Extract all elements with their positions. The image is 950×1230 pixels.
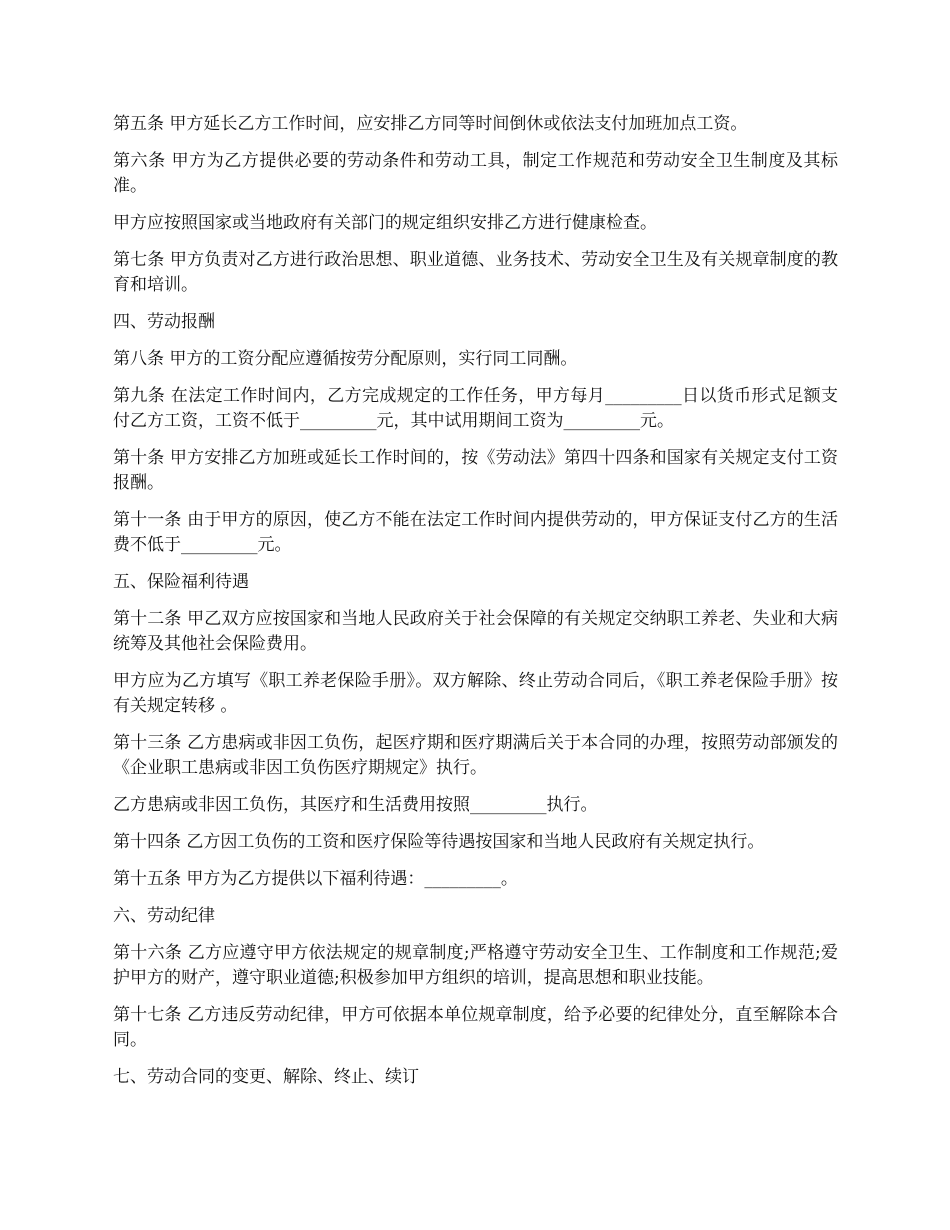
article-12-paragraph: 第十二条 甲乙双方应按国家和当地人民政府关于社会保障的有关规定交纳职工养老、失业和大病统筹及其他社会保险费用。 (113, 609, 838, 654)
article-17-paragraph: 第十七条 乙方违反劳动纪律，甲方可依据本单位规章制度，给予必要的纪律处分，直至解除本合同。 (113, 1005, 838, 1050)
article-5-paragraph: 第五条 甲方延长乙方工作时间，应安排乙方同等时间倒休或依法支付加班加点工资。 (113, 114, 748, 134)
section-heading-insurance: 五、保险福利待遇 (113, 572, 249, 592)
article-8-paragraph: 第八条 甲方的工资分配应遵循按劳分配原则，实行同工同酬。 (113, 349, 578, 369)
article-14-paragraph: 第十四条 乙方因工负伤的工资和医疗保险等待遇按国家和当地人民政府有关规定执行。 (113, 832, 765, 852)
article-11-paragraph: 第十一条 由于甲方的原因，使乙方不能在法定工作时间内提供劳动的，甲方保证支付乙方的生活费不低于_________元。 (113, 510, 838, 555)
section-heading-contract-changes: 七、劳动合同的变更、解除、终止、续订 (113, 1067, 419, 1087)
article-15-paragraph: 第十五条 甲方为乙方提供以下福利待遇：_________。 (113, 869, 518, 889)
article-7-paragraph: 第七条 甲方负责对乙方进行政治思想、职业道德、业务技术、劳动安全卫生及有关规章制度的教育和培训。 (113, 250, 838, 295)
article-6-paragraph: 第六条 甲方为乙方提供必要的劳动条件和劳动工具，制定工作规范和劳动安全卫生制度及其标准。 (113, 151, 838, 196)
section-heading-discipline: 六、劳动纪律 (113, 906, 215, 926)
health-check-paragraph: 甲方应按照国家或当地政府有关部门的规定组织安排乙方进行健康检查。 (113, 213, 657, 233)
article-13-paragraph: 第十三条 乙方患病或非因工负伤，起医疗期和医疗期满后关于本合同的办理，按照劳动部颁发的《企业职工患病或非因工负伤医疗期规定》执行。 (113, 733, 838, 778)
article-10-paragraph: 第十条 甲方安排乙方加班或延长工作时间的，按《劳动法》第四十四条和国家有关规定支付工资报酬。 (113, 448, 838, 493)
article-9-paragraph: 第九条 在法定工作时间内，乙方完成规定的工作任务，甲方每月_________日以货币形式足额支付乙方工资，工资不低于_________元，其中试用期间工资为_________元。 (113, 386, 838, 431)
document-body (113, 112, 838, 1102)
medical-expenses-paragraph: 乙方患病或非因工负伤，其医疗和生活费用按照_________执行。 (113, 795, 598, 815)
pension-handbook-paragraph: 甲方应为乙方填写《职工养老保险手册》。双方解除、终止劳动合同后，《职工养老保险手册》按有关规定转移 。 (113, 671, 838, 716)
article-16-paragraph: 第十六条 乙方应遵守甲方依法规定的规章制度;严格遵守劳动安全卫生、工作制度和工作规范;爱护甲方的财产，遵守职业道德;积极参加甲方组织的培训，提高思想和职业技能。 (113, 943, 838, 988)
section-heading-remuneration: 四、劳动报酬 (113, 312, 215, 332)
